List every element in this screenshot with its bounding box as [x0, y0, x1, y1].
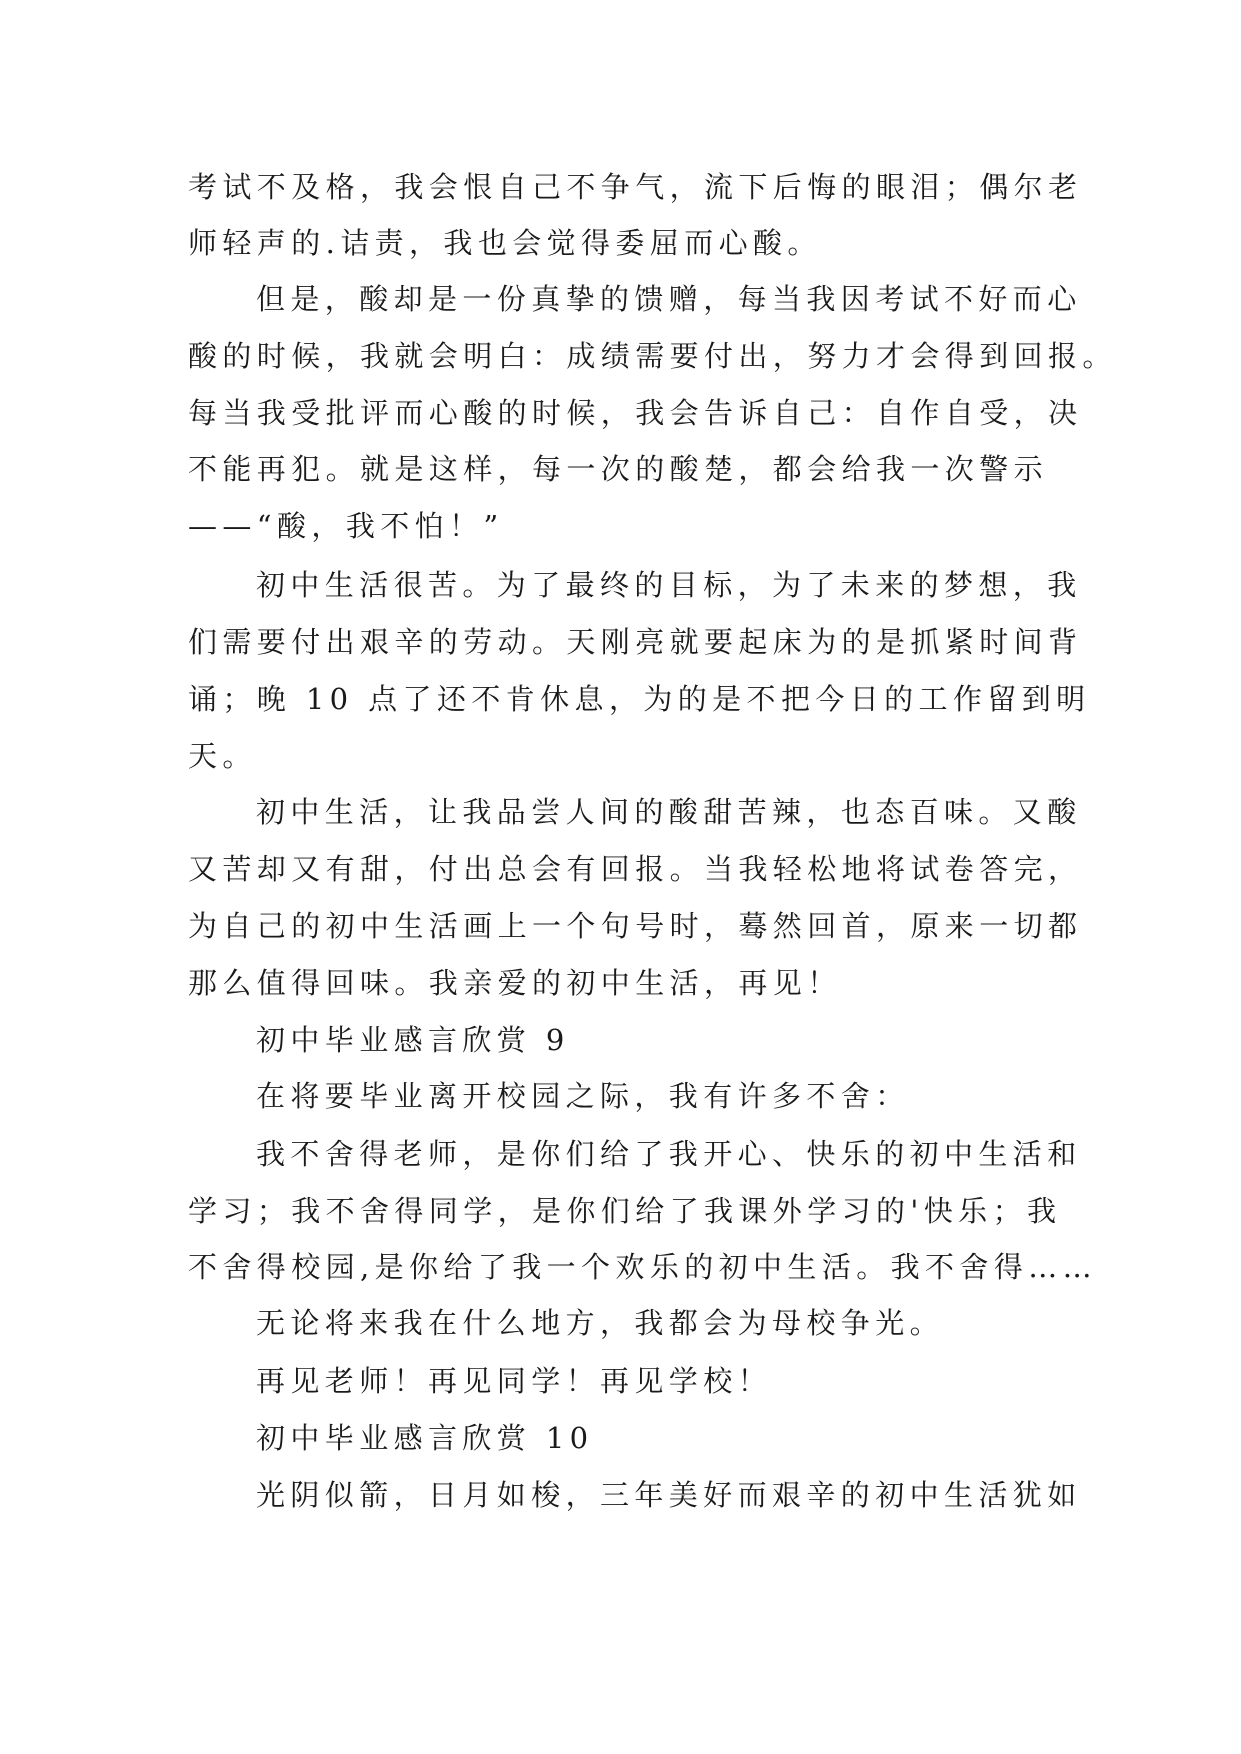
text-line: 在将要毕业离开校园之际，我有许多不舍： [256, 1079, 910, 1113]
text-line: 学习；我不舍得同学，是你们给了我课外学习的'快乐；我 [188, 1194, 1062, 1228]
text-line: 但是，酸却是一份真挚的馈赠，每当我因考试不好而心 [256, 282, 1082, 316]
section-heading: 初中毕业感言欣赏 10 [256, 1421, 594, 1455]
text-line: 诵；晚 10 点了还不肯休息，为的是不把今日的工作留到明 [188, 682, 1091, 716]
text-line: 初中生活，让我品尝人间的酸甜苦辣，也态百味。又酸 [256, 795, 1082, 829]
text-line: 师轻声的.诘责，我也会觉得委屈而心酸。 [188, 226, 822, 260]
text-line: 又苦却又有甜，付出总会有回报。当我轻松地将试卷答完， [188, 852, 1083, 886]
text-line: 们需要付出艰辛的劳动。天刚亮就要起床为的是抓紧时间背 [188, 625, 1083, 659]
text-line: 考试不及格，我会恨自己不争气，流下后悔的眼泪；偶尔老 [188, 170, 1083, 204]
text-line: 那么值得回味。我亲爱的初中生活，再见！ [188, 966, 842, 1000]
text-line: 初中生活很苦。为了最终的目标，为了未来的梦想，我 [256, 568, 1082, 602]
text-line: 天。 [188, 739, 257, 773]
text-line: 为自己的初中生活画上一个句号时，蓦然回首，原来一切都 [188, 909, 1083, 943]
text-line: 不能再犯。就是这样，每一次的酸楚，都会给我一次警示 [188, 452, 1049, 486]
text-line: 光阴似箭，日月如梭，三年美好而艰辛的初中生活犹如 [256, 1478, 1082, 1512]
text-line: 不舍得校园,是你给了我一个欢乐的初中生活。我不舍得…… [188, 1250, 1098, 1284]
text-line: 酸的时候，我就会明白：成绩需要付出，努力才会得到回报。 [188, 339, 1117, 373]
text-line: 再见老师！再见同学！再见学校！ [256, 1364, 773, 1398]
text-line: 每当我受批评而心酸的时候，我会告诉自己：自作自受，决 [188, 396, 1083, 430]
text-line: ——“酸，我不怕！” [188, 509, 504, 543]
text-line: 我不舍得老师，是你们给了我开心、快乐的初中生活和 [256, 1137, 1082, 1171]
section-heading: 初中毕业感言欣赏 9 [256, 1023, 570, 1057]
text-line: 无论将来我在什么地方，我都会为母校争光。 [256, 1306, 945, 1340]
